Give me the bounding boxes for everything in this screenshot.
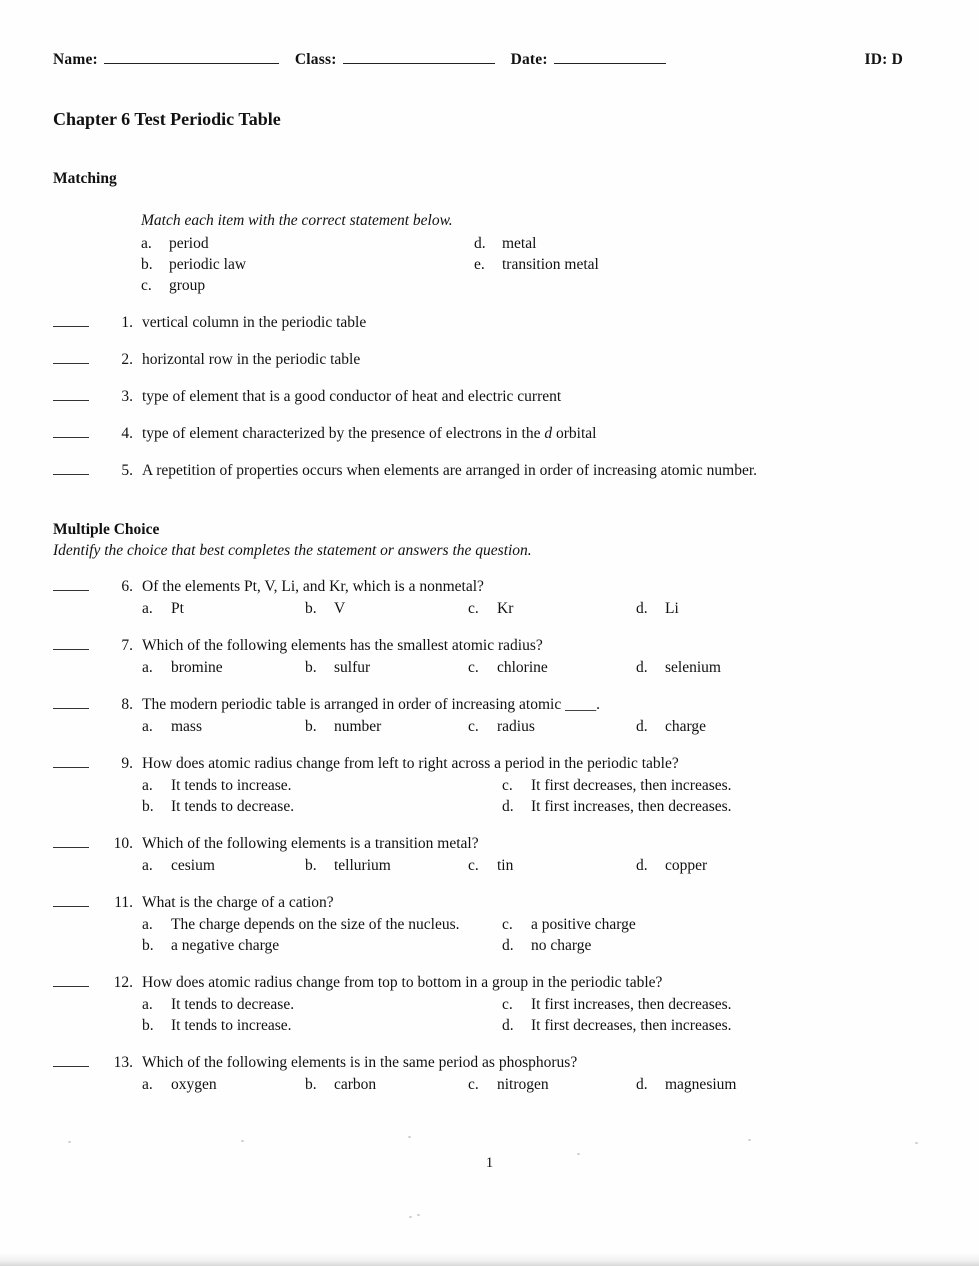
choice-text: Li [665,600,679,617]
choice-text: carbon [334,1076,377,1093]
item-text-post: orbital [552,425,597,442]
choice[interactable] [305,716,468,737]
item-text: horizontal row in the periodic table [142,351,361,368]
choice-letter: b. [142,798,154,815]
item-text-italic: d [544,425,553,442]
question-item [53,1053,913,1095]
choice-letter: a. [142,600,153,617]
matching-options-right-column [474,233,599,275]
option-text: periodic law [169,256,247,273]
choice[interactable] [502,914,888,935]
item-text [142,424,913,444]
choice-letter: d. [502,937,514,954]
choice-text: copper [665,857,708,874]
question-item [53,754,913,817]
question-item [53,695,913,737]
choice-letter: a. [142,659,153,676]
matching-item [53,424,913,444]
choice[interactable] [305,657,468,678]
matching-instructions: Match each item with the correct statement below. [141,212,453,229]
choice[interactable] [142,855,305,876]
choice-letter: b. [305,600,317,617]
matching-item [53,313,913,333]
choice[interactable] [502,994,888,1015]
matching-option [141,233,474,254]
question-number: 11. [114,894,133,911]
question-stem: Of the elements Pt, V, Li, and Kr, which is a nonmetal? [142,578,484,595]
item-text: vertical column in the periodic table [142,314,367,331]
question-item [53,893,913,956]
choice-list [142,1074,913,1095]
name-label: Name: [53,51,98,68]
choice[interactable] [502,935,888,956]
student-info-header [53,50,913,69]
choice[interactable] [142,1074,305,1095]
choice-letter: b. [142,1017,154,1034]
choice-text: a positive charge [531,916,636,933]
matching-options [141,233,913,296]
choice-letter: b. [305,659,317,676]
page-edge-shadow [0,1252,979,1266]
choice-letter: d. [636,718,648,735]
choice-text: It tends to increase. [171,777,292,794]
choice-text: mass [171,718,202,735]
choice[interactable] [636,598,679,619]
choice-letter: a. [142,996,153,1013]
option-text: group [169,277,206,294]
choice-text: sulfur [334,659,371,676]
answer-blank[interactable] [53,424,109,444]
choice[interactable] [142,657,305,678]
question-body [142,754,913,817]
choice-letter: d. [502,1017,514,1034]
choice[interactable] [502,796,888,817]
item-number: 4. [121,425,133,442]
item-text: type of element that is a good conductor of heat and electric current [142,388,562,405]
choice-letter: b. [305,1076,317,1093]
answer-blank[interactable] [53,461,109,481]
answer-blank[interactable] [53,695,109,737]
choice-text: bromine [171,659,223,676]
choice-text: It first increases, then decreases. [531,798,732,815]
choice-list [142,855,913,876]
answer-blank[interactable] [53,973,109,1036]
answer-blank[interactable] [53,754,109,817]
question-stem: The modern periodic table is arranged in order of increasing atomic ____. [142,696,600,713]
choice-text: charge [665,718,707,735]
question-body [142,834,913,876]
choice-text: It first increases, then decreases. [531,996,732,1013]
choice-list [142,716,913,737]
choice-letter: c. [468,600,479,617]
choice-letter: c. [502,996,513,1013]
choice[interactable] [305,598,468,619]
class-label: Class: [294,51,337,68]
page-number: 1 [485,1155,494,1171]
choice[interactable] [468,855,636,876]
choice-text: It tends to increase. [171,1017,292,1034]
item-number: 1. [121,314,133,331]
choice-letter: c. [468,857,479,874]
answer-blank[interactable] [53,577,109,619]
question-stem: Which of the following elements is a transition metal? [142,835,479,852]
choice-letter: d. [636,600,648,617]
choice-text: radius [497,718,535,735]
scan-speck [408,1136,411,1138]
question-body [142,695,913,737]
question-body [142,893,913,956]
name-blank[interactable] [104,50,279,64]
option-letter: a. [141,235,152,252]
choice[interactable] [142,1015,502,1036]
choice-text: cesium [171,857,215,874]
choice-text: oxygen [171,1076,217,1093]
choice-text: It first decreases, then increases. [531,777,732,794]
option-text: transition metal [502,256,599,273]
item-number: 5. [121,462,133,479]
choice-text: tellurium [334,857,391,874]
choice-letter: c. [502,777,513,794]
choice-list [142,914,913,956]
choice-list [142,775,913,817]
answer-blank[interactable] [53,1053,109,1095]
choice-letter: b. [305,857,317,874]
choice-letter: c. [502,916,513,933]
choice[interactable] [636,657,721,678]
choice[interactable] [305,855,468,876]
choice-text: nitrogen [497,1076,549,1093]
question-body [142,1053,913,1095]
question-number: 9. [121,755,133,772]
choice-text: number [334,718,382,735]
choice-letter: a. [142,857,153,874]
date-label: Date: [510,51,548,68]
choice-letter: b. [142,937,154,954]
question-item [53,577,913,619]
choice[interactable] [502,1015,888,1036]
item-text-pre: type of element characterized by the presence of electrons in the [142,425,545,442]
choice-letter: a. [142,1076,153,1093]
question-item [53,834,913,876]
choice[interactable] [468,657,636,678]
choice[interactable] [142,598,305,619]
matching-option [474,254,599,275]
choice-text: Kr [497,600,514,617]
choice-text: It tends to decrease. [171,996,295,1013]
item-text: A repetition of properties occurs when elements are arranged in order of increasing atomic number. [142,462,758,479]
choice[interactable] [305,1074,468,1095]
choice-text: chlorine [497,659,548,676]
question-stem: How does atomic radius change from top to bottom in a group in the periodic table? [142,974,663,991]
question-body [142,636,913,678]
class-blank[interactable] [343,50,495,64]
choice-letter: d. [502,798,514,815]
choice[interactable] [468,598,636,619]
matching-item [53,387,913,407]
multiple-choice-instructions: Identify the choice that best completes the statement or answers the question. [53,542,532,559]
question-number: 12. [113,974,133,991]
question-stem: How does atomic radius change from left to right across a period in the periodic table? [142,755,679,772]
option-letter: b. [141,256,153,273]
question-stem: What is the charge of a cation? [142,894,334,911]
choice[interactable] [142,796,502,817]
option-text: metal [502,235,537,252]
choice-list [142,657,913,678]
choice-letter: a. [142,718,153,735]
page-content [53,50,913,1095]
section-heading-matching: Matching [53,170,117,187]
choice[interactable] [502,775,888,796]
date-blank[interactable] [554,50,666,64]
choice-letter: d. [636,857,648,874]
choice-list [142,598,913,619]
answer-blank[interactable] [53,834,109,876]
option-text: period [169,235,209,252]
choice-letter: a. [142,777,153,794]
choice-letter: c. [468,718,479,735]
choice-text: magnesium [665,1076,737,1093]
matching-item [53,350,913,370]
choice[interactable] [142,994,502,1015]
scan-speck [68,1141,71,1143]
choice[interactable] [636,1074,736,1095]
choice-letter: c. [468,1076,479,1093]
answer-blank[interactable] [53,636,109,678]
question-number: 13. [113,1054,133,1071]
choice-letter: c. [468,659,479,676]
item-number: 2. [121,351,133,368]
test-id: ID: D [864,51,903,68]
option-letter: e. [474,256,485,273]
answer-blank[interactable] [53,893,109,956]
choice[interactable] [142,716,305,737]
option-letter: c. [141,277,152,294]
question-item [53,973,913,1036]
choice-text: Pt [171,600,184,617]
choice[interactable] [468,1074,636,1095]
question-stem: Which of the following elements has the smallest atomic radius? [142,637,543,654]
question-body [142,577,913,619]
scan-speck [409,1216,412,1218]
choice-text: no charge [531,937,592,954]
question-item [53,636,913,678]
choice-text: selenium [665,659,721,676]
choice-text: The charge depends on the size of the nucleus. [171,916,460,933]
question-body [142,973,913,1036]
scan-speck [915,1142,918,1144]
choice[interactable] [142,935,502,956]
choice-letter: d. [636,659,648,676]
matching-option [474,233,599,254]
scan-speck [241,1140,244,1142]
section-heading-multiple-choice: Multiple Choice [53,521,160,538]
matching-option [141,254,474,275]
scan-speck [417,1214,420,1216]
choice-letter: b. [305,718,317,735]
scan-speck [748,1139,751,1141]
matching-options-left-column [141,233,474,296]
choice[interactable] [636,855,707,876]
scan-speck [577,1153,580,1155]
question-number: 6. [121,578,133,595]
choice-text: tin [497,857,514,874]
choice-letter: a. [142,916,153,933]
answer-blank[interactable] [53,387,109,407]
matching-item [53,461,913,481]
choice[interactable] [142,775,502,796]
answer-blank[interactable] [53,313,109,333]
choice-list [142,994,913,1036]
choice[interactable] [636,716,706,737]
question-number: 7. [121,637,133,654]
choice-letter: d. [636,1076,648,1093]
page-title: Chapter 6 Test Periodic Table [53,109,281,129]
option-letter: d. [474,235,486,252]
question-number: 8. [121,696,133,713]
answer-blank[interactable] [53,350,109,370]
choice[interactable] [142,914,502,935]
question-number: 10. [113,835,133,852]
choice-text: a negative charge [171,937,280,954]
matching-option [141,275,474,296]
choice-text: V [334,600,346,617]
choice[interactable] [468,716,636,737]
item-number: 3. [121,388,133,405]
question-stem: Which of the following elements is in the same period as phosphorus? [142,1054,578,1071]
choice-text: It first decreases, then increases. [531,1017,732,1034]
choice-text: It tends to decrease. [171,798,295,815]
